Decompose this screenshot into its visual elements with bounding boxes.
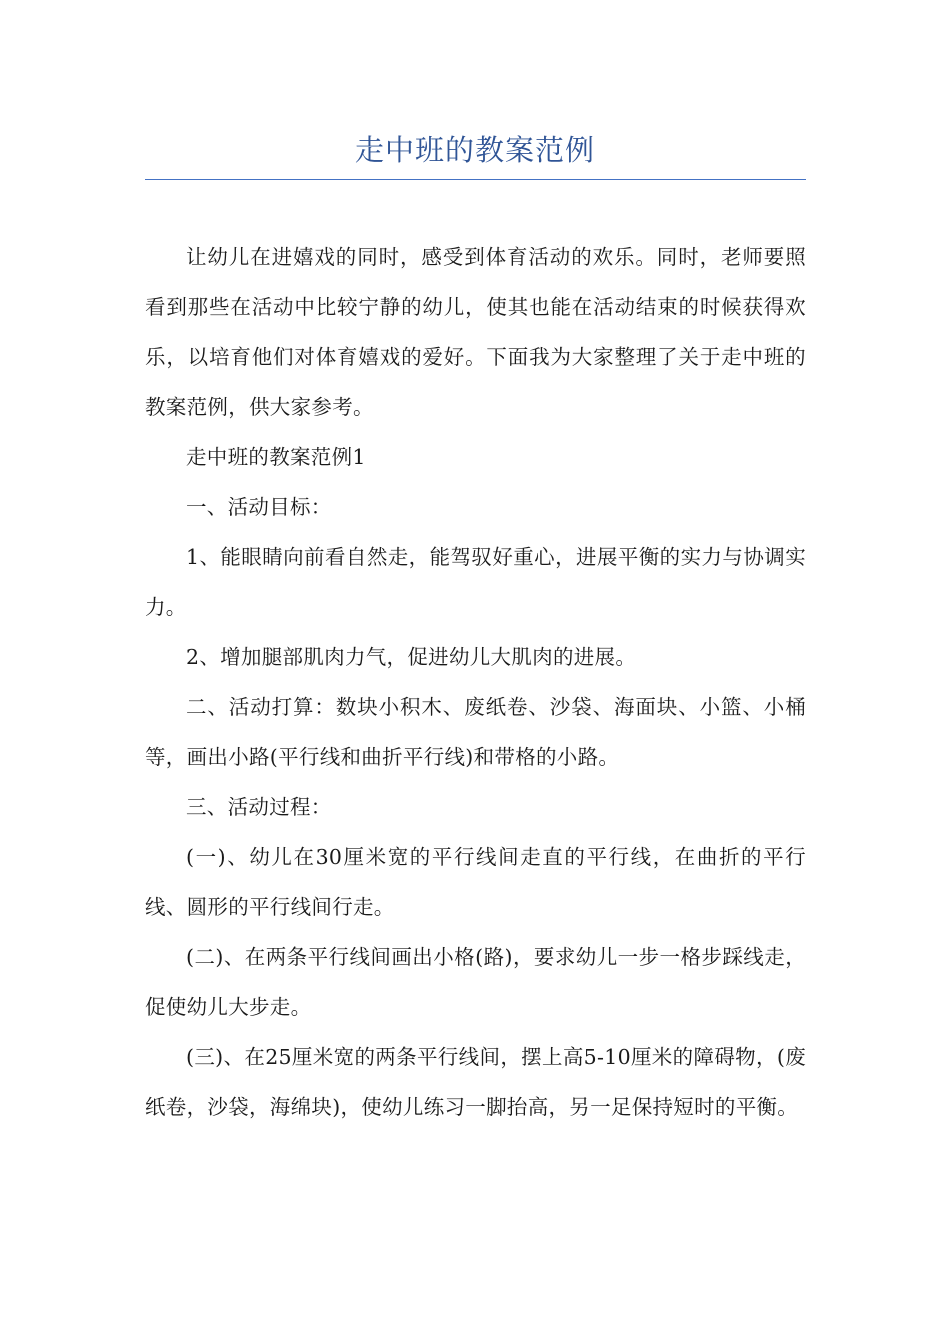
title-divider (145, 179, 806, 180)
intro-paragraph: 让幼儿在进嬉戏的同时，感受到体育活动的欢乐。同时，老师要照看到那些在活动中比较宁静的幼儿，使其也能在活动结束的时候获得欢乐，以培育他们对体育嬉戏的爱好。下面我为大家整理了关于走中班的教案范例，供大家参考。 (145, 245, 806, 419)
document-title: 走中班的教案范例 (354, 133, 595, 167)
process-step: (二)、在两条平行线间画出小格(路)，要求幼儿一步一格步踩线走，促使幼儿大步走。 (145, 945, 806, 1019)
section-heading: 走中班的教案范例1 (186, 445, 366, 469)
goal-item: 1、能眼睛向前看自然走，能驾驭好重心，进展平衡的实力与协调实力。 (145, 545, 806, 619)
process-step: (三)、在25厘米宽的两条平行线间，摆上高5-10厘米的障碍物，(废纸卷，沙袋，海绵块)，使幼儿练习一脚抬高，另一足保持短时的平衡。 (145, 1045, 806, 1119)
goal-item: 2、增加腿部肌肉力气，促进幼儿大肌肉的进展。 (186, 645, 637, 669)
subheading-process: 三、活动过程： (186, 795, 332, 819)
subheading-goals: 一、活动目标： (186, 495, 332, 519)
process-step: (一)、幼儿在30厘米宽的平行线间走直的平行线，在曲折的平行线、圆形的平行线间行走。 (145, 845, 806, 919)
document-body (145, 232, 806, 1132)
preparation-paragraph: 二、活动打算：数块小积木、废纸卷、沙袋、海面块、小篮、小桶等，画出小路(平行线和曲折平行线)和带格的小路。 (145, 695, 806, 769)
